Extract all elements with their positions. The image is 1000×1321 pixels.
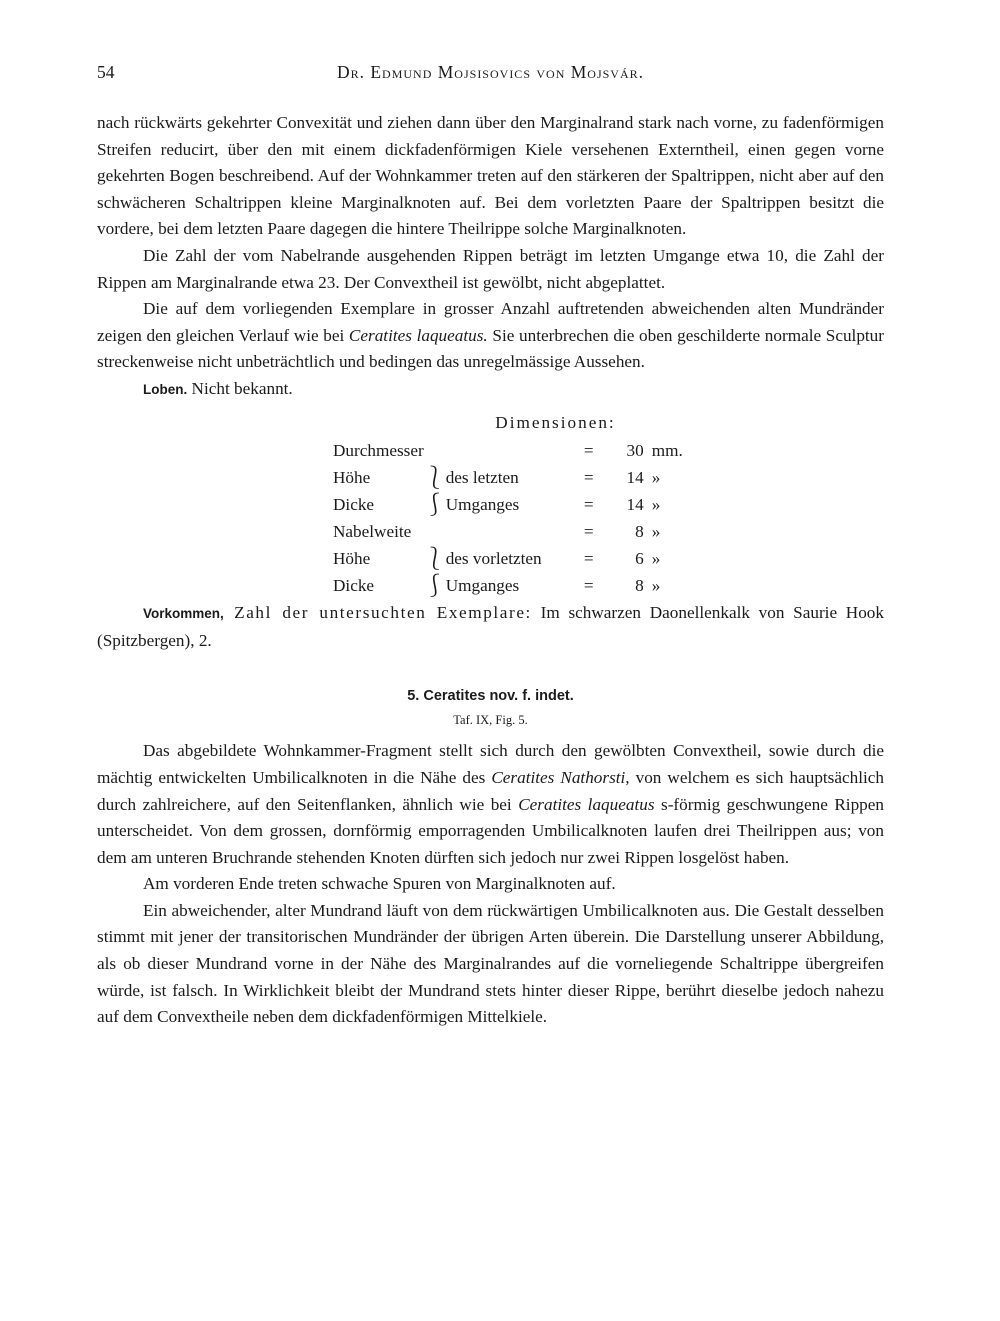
dimension-bracket: ⎰ [423,492,446,518]
dimension-value: 6 [635,549,644,569]
dimension-row [333,519,692,546]
page-number: 54 [97,62,115,82]
dimension-equals: = [583,495,594,515]
article-body [97,110,884,1031]
dimension-equals: = [583,549,594,569]
dimension-bracket: ⎱ [423,546,446,572]
plate-reference: Taf. IX, Fig. 5. [453,713,528,728]
paragraph-2: Die Zahl der vom Nabelrande ausgehenden Rippen beträgt im letzten Umgange etwa 10, die Zahl der Rippen am Marginalrande etwa 23. Der Convextheil ist gewölbt, nicht abgeplattet. [97,245,884,292]
dimension-row [333,573,692,600]
dimension-unit: » [651,549,661,569]
dimension-unit: » [651,576,661,596]
vorkommen-label: Vorkommen, [143,606,224,622]
paragraph-5: Am vorderen Ende treten schwache Spuren von Marginalknoten auf. [143,874,616,894]
dimension-equals: = [583,468,594,488]
page-header [97,62,884,86]
dimension-subkey: des vorletzten [445,549,542,569]
dimension-row [333,438,692,465]
paragraph-1: nach rückwärts gekehrter Convexität und ziehen dann über den Marginalrand stark nach vorne, zu fadenförmigen Streifen reducirt, über den mit einem dickfadenförmigen Kiele versehenen Externtheil, einen gegen vorne gekehrten Bogen beschreibend. Auf der Wohnkammer treten auf den stärkeren der Spaltrippen, nicht aber auf den schwächeren Schaltrippen kleine Marginalknoten auf. Bei dem vorletzten Paare der Spaltrippen besitzt die vordere, bei dem letzten Paare dagegen die hintere Theilrippe solche Marginalknoten. [97,113,884,239]
dimension-key: Höhe [333,549,371,569]
vorkommen-spaced: Zahl der untersuchten Exemplare: [223,603,532,623]
dimension-bracket: ⎱ [423,465,446,491]
paragraph-4-text-c: s-förmig geschwungene Rippen unterscheidet. Von dem grossen, dornförmig emporragenden Umbilicalknoten laufen drei Theilrippen aus; von dem am unteren Bruchrande stehenden Knoten dürften sich jedoch nur zwei Rippen losgelöst haben. [97,794,884,867]
paragraph-4-text-a: Das abgebildete Wohnkammer-Fragment stellt sich durch den gewölbten Convextheil, sowie durch die mächtig entwickelten Umbilicalknoten in die Nähe des [97,741,884,787]
loben-label: Loben. [143,381,188,397]
paragraph-4 [97,738,884,871]
dimension-key: Durchmesser [333,441,424,461]
dimension-unit: mm. [651,441,683,461]
dimension-bracket: ⎰ [423,573,446,599]
vorkommen-text: Im schwarzen Daonellenkalk von Saurie Hook (Spitzbergen), 2. [97,603,884,650]
species-name: Ceratites Nathorsti, [491,767,630,787]
species-name: Ceratites laqueatus [518,794,655,814]
dimension-subkey [446,519,566,546]
loben-text: Nicht bekannt. [187,378,293,398]
loben-paragraph [97,376,884,404]
paragraph-3-text-b: Sie unterbrechen die oben geschilderte normale Sculptur streckenweise nicht unbeträchtlich und bedingen das unregelmässige Aussehen. [97,325,885,372]
dimension-value: 30 [626,441,644,461]
dimension-key: Höhe [333,468,371,488]
dimension-unit: » [651,468,661,488]
dimension-row [333,492,692,519]
dimensions-table [333,438,692,600]
paragraph-3 [97,296,884,376]
paragraph-6: Ein abweichender, alter Mundrand läuft von dem rückwärtigen Umbilicalknoten aus. Die Gestalt desselben stimmt mit jener der transitorischen Mundränder der übrigen Arten überein. Die Darstellung unserer Abbildung, als ob dieser Mundrand vorne in der Nähe des Marginalrandes auf die vorneliegende Schaltrippe übergreifen würde, ist falsch. In Wirklichkeit bleibt der Mundrand stets hinter dieser Rippe, berührt dieselbe jedoch nahezu auf dem Convextheile neben dem dickfadenförmigen Mittelkiele. [97,900,884,1027]
dimensions-title: Dimensionen: [495,412,616,432]
species-name: Ceratites laqueatus. [348,325,488,345]
dimension-equals: = [583,441,594,461]
section-heading: 5. Ceratites nov. f. indet. [407,688,574,705]
dimension-equals: = [583,522,594,542]
dimension-bracket [424,438,446,465]
dimension-bracket [424,519,446,546]
dimension-subkey: Umganges [445,576,520,596]
dimension-equals: = [583,576,594,596]
dimension-value: 14 [626,495,644,515]
vorkommen-paragraph [97,600,884,654]
paragraph-3-text-a: Die auf dem vorliegenden Exemplare in grosser Anzahl auftretenden abweichenden alten Mundränder zeigen den gleichen Verlauf wie bei [97,299,884,345]
running-title: Dr. Edmund Mojsisovics von Mojsvár. [336,62,645,82]
dimension-subkey: Umganges [445,495,520,515]
dimension-key: Dicke [333,576,375,596]
dimension-row [333,546,692,573]
dimension-key: Dicke [333,495,375,515]
paragraph-4-text-b: von welchem es sich hauptsächlich durch zahlreichere, auf den Seitenflanken, ähnlich wie bei [97,767,884,814]
dimension-key: Nabelweite [333,522,412,542]
dimension-value: 14 [626,468,644,488]
dimension-unit: » [651,495,661,515]
dimension-subkey [446,438,566,465]
dimension-value: 8 [635,522,644,542]
dimension-row [333,465,692,492]
dimension-value: 8 [635,576,644,596]
dimension-subkey: des letzten [445,468,519,488]
dimension-unit: » [651,522,661,542]
